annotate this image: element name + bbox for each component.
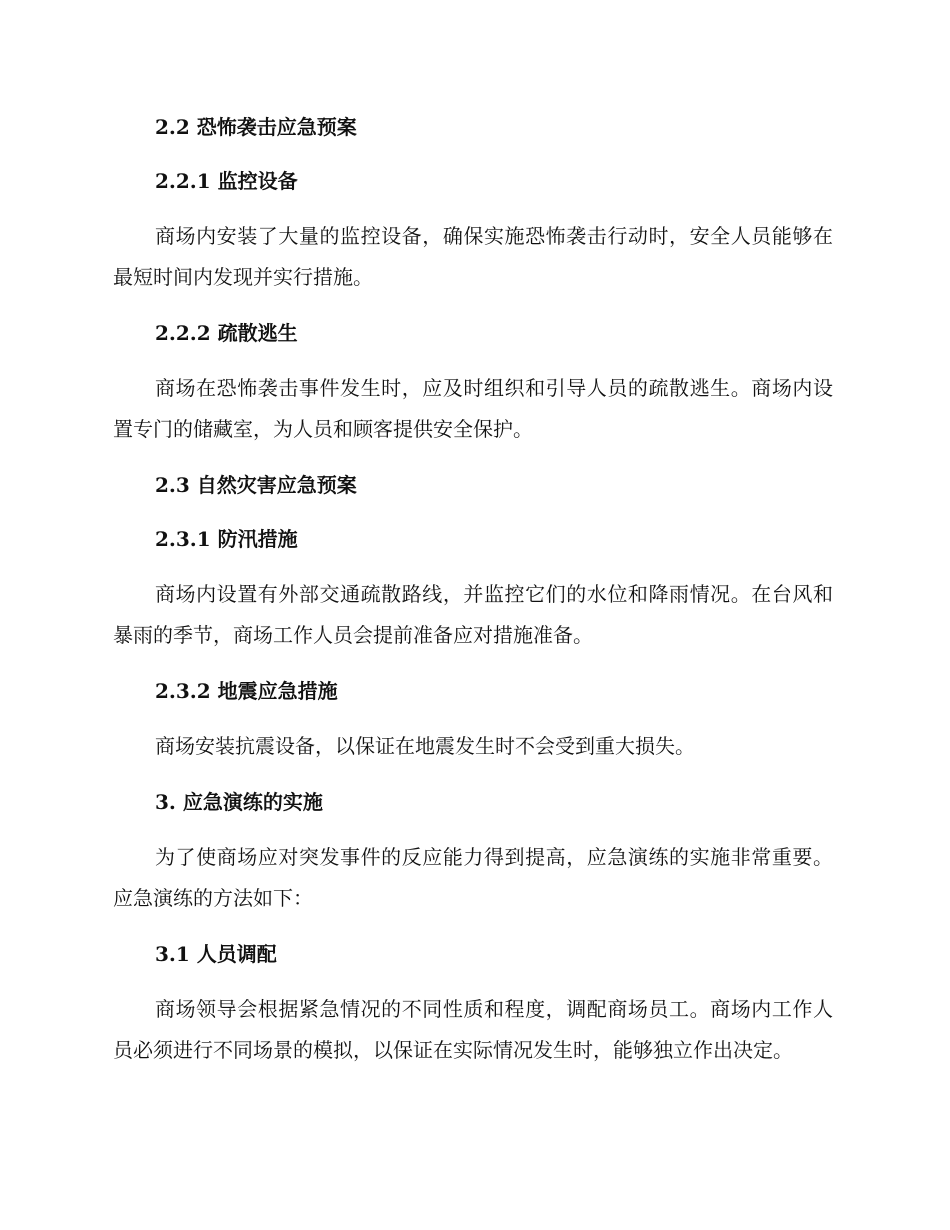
paragraph-2-2-2: 商场在恐怖袭击事件发生时，应及时组织和引导人员的疏散逃生。商场内设置专门的储藏室，为人员和顾客提供安全保护。 <box>113 376 833 441</box>
section-heading-2-3: 2.3 自然灾害应急预案 <box>155 473 357 497</box>
section-heading-2-2: 2.2 恐怖袭击应急预案 <box>155 115 357 139</box>
paragraph-3-1: 商场领导会根据紧急情况的不同性质和程度，调配商场员工。商场内工作人员必须进行不同场景的模拟，以保证在实际情况发生时，能够独立作出决定。 <box>113 997 833 1062</box>
section-heading-3: 3. 应急演练的实施 <box>155 790 323 814</box>
paragraph-2-3-1: 商场内设置有外部交通疏散路线，并监控它们的水位和降雨情况。在台风和暴雨的季节，商场工作人员会提前准备应对措施准备。 <box>113 582 833 647</box>
section-heading-2-2-2: 2.2.2 疏散逃生 <box>155 321 298 345</box>
paragraph-2-2-1: 商场内安装了大量的监控设备，确保实施恐怖袭击行动时，安全人员能够在最短时间内发现并实行措施。 <box>113 224 833 289</box>
document-body <box>113 108 833 1071</box>
section-heading-2-3-2: 2.3.2 地震应急措施 <box>155 679 338 703</box>
paragraph-2-3-2: 商场安装抗震设备，以保证在地震发生时不会受到重大损失。 <box>155 734 695 758</box>
section-heading-2-2-1: 2.2.1 监控设备 <box>155 169 298 193</box>
paragraph-3: 为了使商场应对突发事件的反应能力得到提高，应急演练的实施非常重要。应急演练的方法如下： <box>113 845 833 910</box>
section-heading-2-3-1: 2.3.1 防汛措施 <box>155 527 298 551</box>
section-heading-3-1: 3.1 人员调配 <box>155 942 277 966</box>
